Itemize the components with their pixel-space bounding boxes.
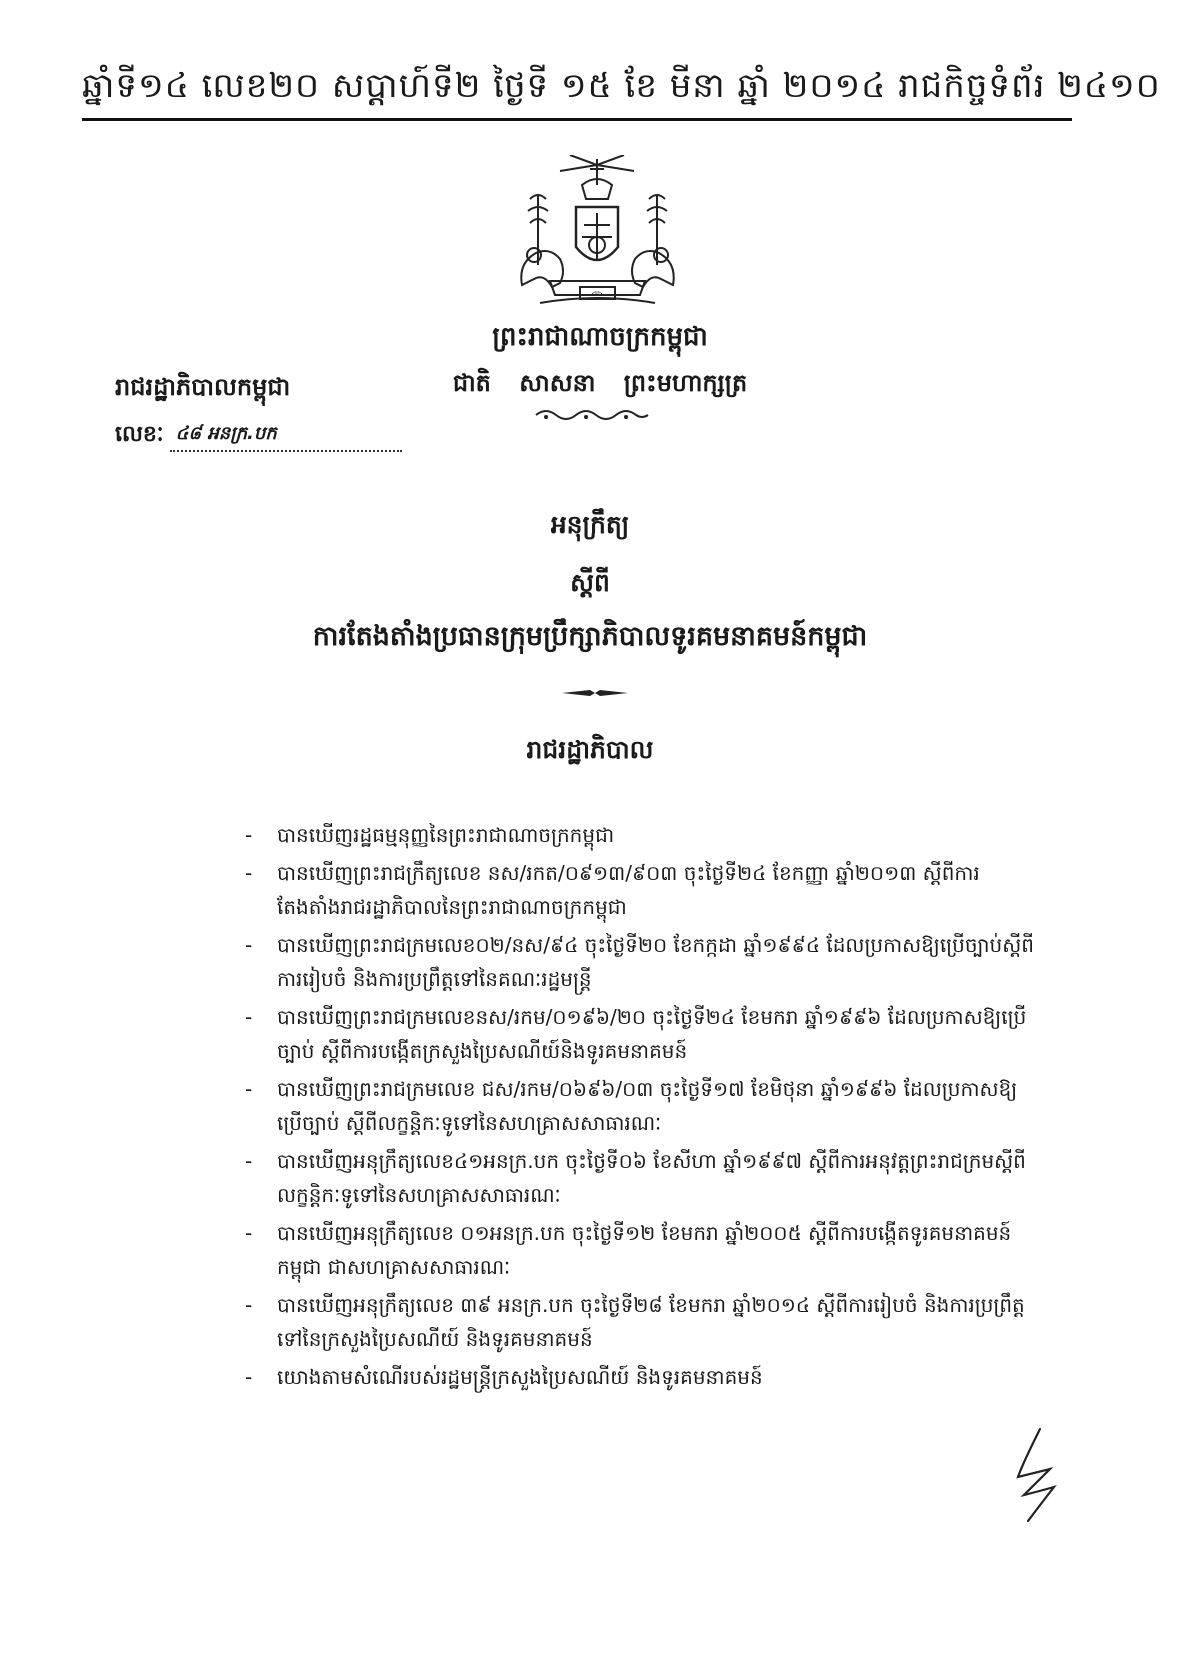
recital-item: - បានឃើញរដ្ឋធម្មនុញ្ញនៃព្រះរាជាណាចក្រកម្ពុជា [245,818,1035,852]
document-subject-title: ការតែងតាំងប្រធានក្រុមប្រឹក្សាភិបាលទូរគមនាគមន៍កម្ពុជា [312,621,868,652]
reference-number-line [115,420,402,452]
recital-item: - បានឃើញព្រះរាជក្រមលេខ ជស/រកម/០៦៩៦/០៣ ចុះថ្ងៃទី១៧ ខែមិថុនា ឆ្នាំ១៩៩៦ ដែលប្រកាសឱ្យប្រើច្បាប់ ស្តីពីលក្ខន្តិកៈទូទៅនៃសហគ្រាសសាធារណៈ [245,1072,1035,1140]
recital-item: - យោងតាមសំណើរបស់រដ្ឋមន្ត្រីក្រសួងប្រៃសណីយ៍ និងទូរគមនាគមន៍ [245,1360,1035,1394]
recital-item: - បានឃើញអនុក្រឹត្យលេខ ០១អនក្រ.បក ចុះថ្ងៃទី១២ ខែមករា ឆ្នាំ២០០៥ ស្តីពីការបង្កើតទូរគមនាគមន៍កម្ពុជា ជាសហគ្រាសសាធារណៈ [245,1216,1035,1284]
recital-item: - បានឃើញព្រះរាជក្រមលេខ០២/នស/៩៤ ចុះថ្ងៃទី២០ ខែកក្កដា ឆ្នាំ១៩៩៤ ដែលប្រកាសឱ្យប្រើច្បាប់ស្តីពីការរៀបចំ និងការប្រព្រឹត្តទៅនៃគណៈរដ្ឋមន្ត្រី [245,928,1035,996]
gazette-page-number: ទំព័រ ២៤១០ [988,66,1161,106]
recital-item: - បានឃើញអនុក្រឹត្យលេខ៤១អនក្រ.បក ចុះថ្ងៃទី០៦ ខែសីហា ឆ្នាំ១៩៩៧ ស្តីពីការអនុវត្តព្រះរាជក្រមស្តីពីលក្ខន្តិកៈទូទៅនៃសហគ្រាសសាធារណៈ [245,1144,1035,1212]
motto-ornament-icon [532,405,652,425]
recitals-list [245,818,1035,1398]
gazette-header [82,58,1161,121]
kingdom-name: ព្រះរាជាណាចក្រកម្ពុជា [492,322,708,352]
svg-text:ᐊᐅ: ᐊᐅ [591,290,603,298]
national-motto: ជាតិ សាសនា ព្រះមហាក្សត្រ [452,368,748,397]
initials-signature-icon [1010,1425,1065,1525]
document-type-title: អនុក្រឹត្យ [550,510,630,539]
recital-item: - បានឃើញព្រះរាជក្រឹត្យលេខ នស/រកត/០៩១៣/៩០៣ ចុះថ្ងៃទី២៤ ខែកញ្ញា ឆ្នាំ២០១៣ ស្តីពីការតែងតាំងរាជរដ្ឋាភិបាលនៃព្រះរាជាណាចក្រកម្ពុជា [245,856,1035,924]
document-about-label: ស្តីពី [570,568,610,597]
recital-item: - បានឃើញអនុក្រឹត្យលេខ ៣៩ អនក្រ.បក ចុះថ្ងៃទី២៨ ខែមករា ឆ្នាំ២០១៤ ស្តីពីការរៀបចំ និងការប្រព្រឹត្តទៅនៃក្រសួងប្រៃសណីយ៍ និងទូរគមនាគមន៍ [245,1288,1035,1356]
issuing-authority: រាជរដ្ឋាភិបាលកម្ពុជា [115,372,291,401]
enacting-authority: រាជរដ្ឋាភិបាល [526,735,654,764]
royal-coat-of-arms-icon [510,155,685,310]
section-divider-icon [560,686,630,700]
recital-item: - បានឃើញព្រះរាជក្រមលេខនស/រកម/០១៩៦/២០ ចុះថ្ងៃទី២៤ ខែមករា ឆ្នាំ១៩៩៦ ដែលប្រកាសឱ្យប្រើច្បាប់ ស្តីពីការបង្កើតក្រសួងប្រៃសណីយ៍និងទូរគមនាគមន៍ [245,1000,1035,1068]
gazette-issue-line: ឆ្នាំទី១៤ លេខ២០ សប្តាហ៍ទី២ ថ្ងៃទី ១៥ ខែ មីនា ឆ្នាំ ២០១៤ រាជកិច្ច [82,66,989,106]
reference-number: ៤៨ អនក្រ.បក [170,421,402,452]
reference-label: លេខៈ [115,421,164,447]
